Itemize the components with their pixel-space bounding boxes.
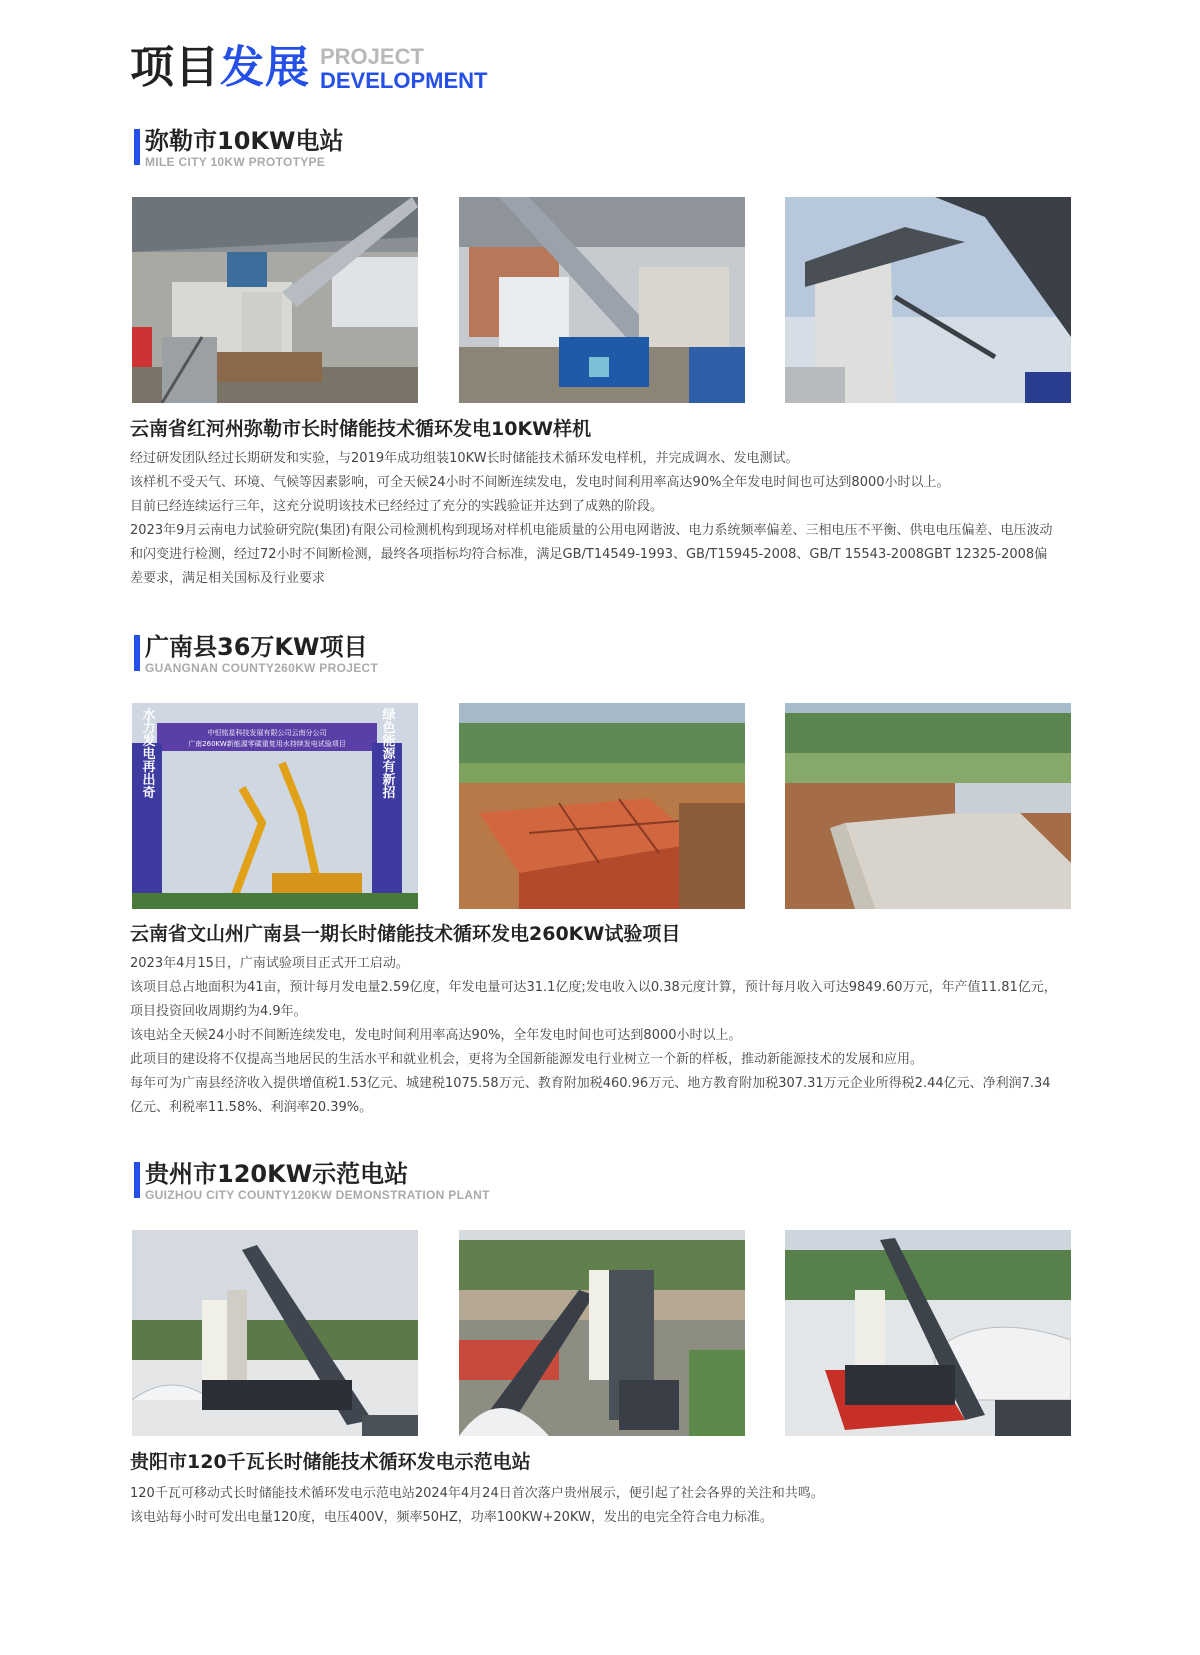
- photo-machine-shed: [132, 197, 418, 403]
- page-title-english: [320, 45, 487, 93]
- section-title: 弥勒市10KW电站: [145, 127, 344, 155]
- photo-row: [130, 703, 1070, 909]
- banner-line-2: 广南260KW新能源零碳重复用水持续发电试验项目: [188, 740, 346, 748]
- page-title: [130, 38, 310, 98]
- section-guangnan: [130, 633, 1070, 1123]
- banner-right-slogan: 绿色能源有新招: [379, 707, 395, 799]
- photo-groundbreaking-arch: [132, 703, 418, 909]
- paragraph: 2023年9月云南电力试验研究院(集团)有限公司检测机构到现场对样机电能质量的公用电网谐波、电力系统频率偏差、三相电压不平衡、供电电压偏差、电压波动和闪变进行检测，经过72小时不间断检测，最终各项指标均符合标准，满足GB/T14549-1993、GB/T15945-2008、GB/T 15543-2008GBT 12325-2008偏差要求，满足相关国标及行业要求: [130, 523, 1053, 586]
- section-header: [130, 1160, 1070, 1200]
- photo-concrete-foundation: [785, 703, 1071, 909]
- section-title: 贵州市120KW示范电站: [145, 1160, 409, 1188]
- section-body: [130, 952, 1060, 1120]
- section-guizhou: [130, 1160, 1070, 1560]
- paragraph: 2023年4月15日，广南试验项目正式开工启动。: [130, 956, 409, 971]
- section-caption: 云南省文山州广南县一期长时储能技术循环发电260KW试验项目: [130, 923, 681, 945]
- section-header: [130, 127, 1070, 167]
- page-title-en-line2: DEVELOPMENT: [320, 68, 488, 93]
- section-mile: [130, 127, 1070, 597]
- photo-rebar-foundation: [459, 703, 745, 909]
- section-body: [130, 1482, 1060, 1530]
- paragraph: 经过研发团队经过长期研发和实验，与2019年成功组装10KW长时储能技术循环发电样机，并完成调水、发电测试。: [130, 451, 799, 466]
- paragraph: 该电站每小时可发出电量120度，电压400V，频率50HZ，功率100KW+20KW，发出的电完全符合电力标准。: [130, 1510, 773, 1525]
- section-caption: 贵阳市120千瓦长时储能技术循环发电示范电站: [130, 1451, 531, 1473]
- section-body: [130, 447, 1060, 591]
- section-subtitle: GUIZHOU CITY COUNTY120KW DEMONSTRATION PLANT: [145, 1188, 490, 1202]
- section-subtitle: MILE CITY 10KW PROTOTYPE: [145, 155, 326, 169]
- page-title-blue: 发展: [220, 42, 310, 93]
- section-title: 广南县36万KW项目: [145, 633, 368, 661]
- page-title-dark: 项目: [130, 42, 220, 93]
- paragraph: 该样机不受天气、环境、气候等因素影响，可全天候24小时不间断连续发电，发电时间利用率高达90%全年发电时间也可达到8000小时以上。: [130, 475, 950, 490]
- paragraph: 120千瓦可移动式长时储能技术循环发电示范电站2024年4月24日首次落户贵州展示，便引起了社会各界的关注和共鸣。: [130, 1486, 824, 1501]
- banner-line-1: 中恒铭星科技发展有限公司云南分公司: [207, 729, 327, 737]
- section-accent-bar: [134, 129, 140, 165]
- paragraph: 每年可为广南县经济收入提供增值税1.53亿元、城建税1075.58万元、教育附加税460.96万元、地方教育附加税307.31万元企业所得税2.44亿元、净利润7.34亿元、利税率11.58%、利润率20.39%。: [130, 1076, 1051, 1115]
- photo-demo-plant-site: [785, 1230, 1071, 1436]
- photo-row: [130, 197, 1070, 403]
- section-header: [130, 633, 1070, 673]
- photo-conveyor-truck: [459, 197, 745, 403]
- section-caption: 云南省红河州弥勒市长时储能技术循环发电10KW样机: [130, 418, 592, 440]
- photo-demo-plant-aerial: [459, 1230, 745, 1436]
- section-accent-bar: [134, 635, 140, 671]
- section-accent-bar: [134, 1162, 140, 1198]
- photo-demo-plant-greenhouse: [132, 1230, 418, 1436]
- paragraph: 该电站全天候24小时不间断连续发电，发电时间利用率高达90%，全年发电时间也可达到8000小时以上。: [130, 1028, 742, 1043]
- banner-left-slogan: 水力发电再出奇: [139, 707, 155, 799]
- paragraph: 该项目总占地面积为41亩，预计每月发电量2.59亿度，年发电量可达31.1亿度;发电收入以0.38元度计算，预计每月收入可达9849.60万元，年产值11.81亿元，项目投资回收周期约为4.9年。: [130, 980, 1057, 1019]
- page-title-en-line1: PROJECT: [320, 44, 424, 69]
- paragraph: 目前已经连续运行三年，这充分说明该技术已经经过了充分的实践验证并达到了成熟的阶段。: [130, 499, 664, 514]
- paragraph: 此项目的建设将不仅提高当地居民的生活水平和就业机会，更将为全国新能源发电行业树立一个新的样板，推动新能源技术的发展和应用。: [130, 1052, 924, 1067]
- photo-rooftop-conveyor: [785, 197, 1071, 403]
- photo-row: [130, 1230, 1070, 1436]
- section-subtitle: GUANGNAN COUNTY260KW PROJECT: [145, 661, 379, 675]
